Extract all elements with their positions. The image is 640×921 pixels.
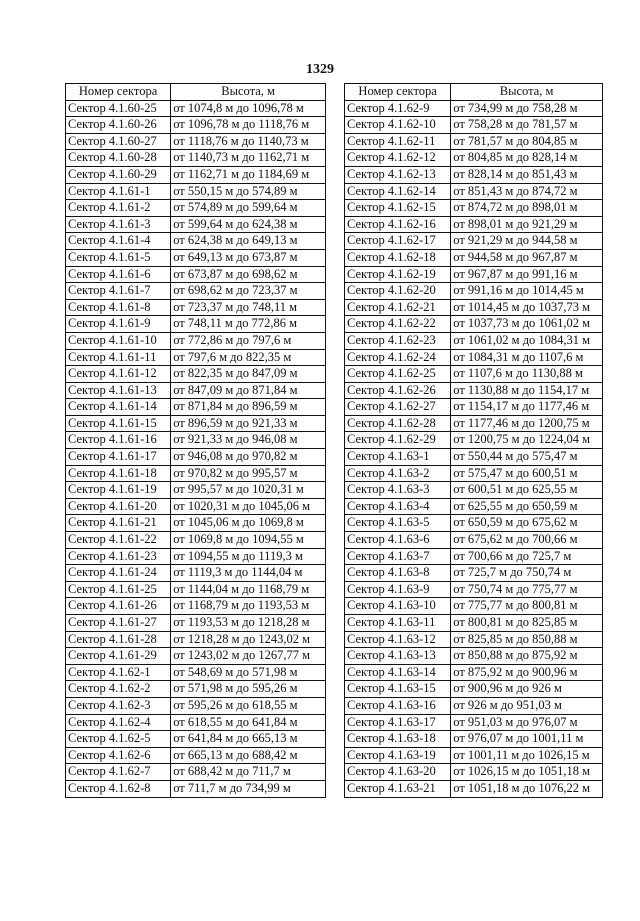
table-row: [345, 100, 603, 117]
table-row: [345, 349, 603, 366]
height-range-cell: от 548,69 м до 571,98 м: [171, 664, 326, 681]
table-row: [66, 648, 326, 665]
sector-name-cell: Сектор 4.1.61-1: [66, 183, 171, 200]
height-range-cell: от 600,51 м до 625,55 м: [451, 482, 603, 499]
table-row: [66, 150, 326, 167]
height-range-cell: от 967,87 м до 991,16 м: [451, 266, 603, 283]
sector-name-cell: Сектор 4.1.61-14: [66, 399, 171, 416]
table-row: [345, 150, 603, 167]
height-range-cell: от 1045,06 м до 1069,8 м: [171, 515, 326, 532]
sector-name-cell: Сектор 4.1.63-20: [345, 764, 451, 781]
table-row: [345, 233, 603, 250]
table-row: [66, 498, 326, 515]
height-range-cell: от 976,07 м до 1001,11 м: [451, 731, 603, 748]
sector-name-cell: Сектор 4.1.62-24: [345, 349, 451, 366]
height-range-cell: от 700,66 м до 725,7 м: [451, 548, 603, 565]
table-row: [66, 681, 326, 698]
sector-name-cell: Сектор 4.1.63-12: [345, 631, 451, 648]
table-row: [66, 631, 326, 648]
sector-name-cell: Сектор 4.1.61-16: [66, 432, 171, 449]
sector-name-cell: Сектор 4.1.62-13: [345, 166, 451, 183]
height-range-cell: от 650,59 м до 675,62 м: [451, 515, 603, 532]
sector-name-cell: Сектор 4.1.63-2: [345, 465, 451, 482]
height-range-cell: от 1243,02 м до 1267,77 м: [171, 648, 326, 665]
table-row: [66, 449, 326, 466]
table-row: [345, 200, 603, 217]
sector-name-cell: Сектор 4.1.62-5: [66, 731, 171, 748]
height-range-cell: от 921,29 м до 944,58 м: [451, 233, 603, 250]
sector-name-cell: Сектор 4.1.61-25: [66, 581, 171, 598]
table-row: [345, 266, 603, 283]
table-row: [345, 731, 603, 748]
table-row: [345, 249, 603, 266]
height-range-cell: от 1020,31 м до 1045,06 м: [171, 498, 326, 515]
height-range-cell: от 896,59 м до 921,33 м: [171, 415, 326, 432]
height-range-cell: от 758,28 м до 781,57 м: [451, 117, 603, 134]
height-range-cell: от 822,35 м до 847,09 м: [171, 366, 326, 383]
sector-name-cell: Сектор 4.1.62-22: [345, 316, 451, 333]
sector-name-cell: Сектор 4.1.62-10: [345, 117, 451, 134]
table-header-row: [66, 84, 326, 101]
sector-name-cell: Сектор 4.1.61-23: [66, 548, 171, 565]
height-range-cell: от 599,64 м до 624,38 м: [171, 216, 326, 233]
table-body: [345, 100, 603, 797]
height-range-cell: от 1014,45 м до 1037,73 м: [451, 299, 603, 316]
height-range-cell: от 649,13 м до 673,87 м: [171, 249, 326, 266]
sector-name-cell: Сектор 4.1.63-14: [345, 664, 451, 681]
sector-name-cell: Сектор 4.1.62-1: [66, 664, 171, 681]
sector-name-cell: Сектор 4.1.63-18: [345, 731, 451, 748]
table-body: [66, 100, 326, 797]
sector-name-cell: Сектор 4.1.63-16: [345, 697, 451, 714]
height-range-cell: от 772,86 м до 797,6 м: [171, 332, 326, 349]
sector-name-cell: Сектор 4.1.61-18: [66, 465, 171, 482]
height-range-cell: от 641,84 м до 665,13 м: [171, 731, 326, 748]
table-row: [345, 449, 603, 466]
table-row: [345, 498, 603, 515]
table-row: [345, 183, 603, 200]
sector-name-cell: Сектор 4.1.62-27: [345, 399, 451, 416]
table-row: [345, 615, 603, 632]
table-row: [345, 532, 603, 549]
table-row: [345, 117, 603, 134]
sector-name-cell: Сектор 4.1.60-26: [66, 117, 171, 134]
table-row: [66, 283, 326, 300]
height-range-cell: от 1140,73 м до 1162,71 м: [171, 150, 326, 167]
table-row: [66, 249, 326, 266]
height-range-cell: от 847,09 м до 871,84 м: [171, 382, 326, 399]
column-header-height: Высота, м: [171, 84, 326, 101]
table-row: [66, 432, 326, 449]
table-row: [66, 366, 326, 383]
height-range-cell: от 875,92 м до 900,96 м: [451, 664, 603, 681]
height-range-cell: от 825,85 м до 850,88 м: [451, 631, 603, 648]
height-range-cell: от 550,44 м до 575,47 м: [451, 449, 603, 466]
height-range-cell: от 673,87 м до 698,62 м: [171, 266, 326, 283]
table-row: [66, 548, 326, 565]
height-range-cell: от 1084,31 м до 1107,6 м: [451, 349, 603, 366]
table-row: [66, 183, 326, 200]
sector-name-cell: Сектор 4.1.62-23: [345, 332, 451, 349]
sector-name-cell: Сектор 4.1.62-6: [66, 747, 171, 764]
sector-name-cell: Сектор 4.1.61-12: [66, 366, 171, 383]
sector-name-cell: Сектор 4.1.61-28: [66, 631, 171, 648]
table-row: [345, 399, 603, 416]
sector-name-cell: Сектор 4.1.63-6: [345, 532, 451, 549]
height-range-cell: от 898,01 м до 921,29 м: [451, 216, 603, 233]
height-range-cell: от 775,77 м до 800,81 м: [451, 598, 603, 615]
table-row: [66, 299, 326, 316]
table-row: [66, 714, 326, 731]
table-header-row: [345, 84, 603, 101]
height-range-cell: от 1168,79 м до 1193,53 м: [171, 598, 326, 615]
sector-name-cell: Сектор 4.1.61-29: [66, 648, 171, 665]
sector-name-cell: Сектор 4.1.61-3: [66, 216, 171, 233]
height-range-cell: от 665,13 м до 688,42 м: [171, 747, 326, 764]
table-row: [345, 565, 603, 582]
height-range-cell: от 851,43 м до 874,72 м: [451, 183, 603, 200]
sector-name-cell: Сектор 4.1.62-15: [345, 200, 451, 217]
table-row: [345, 664, 603, 681]
table-row: [345, 133, 603, 150]
height-range-cell: от 748,11 м до 772,86 м: [171, 316, 326, 333]
height-range-cell: от 946,08 м до 970,82 м: [171, 449, 326, 466]
height-range-cell: от 1162,71 м до 1184,69 м: [171, 166, 326, 183]
height-range-cell: от 1051,18 м до 1076,22 м: [451, 780, 603, 797]
table-row: [66, 133, 326, 150]
height-range-cell: от 828,14 м до 851,43 м: [451, 166, 603, 183]
table-row: [66, 382, 326, 399]
height-range-cell: от 550,15 м до 574,89 м: [171, 183, 326, 200]
sector-name-cell: Сектор 4.1.61-17: [66, 449, 171, 466]
table-row: [66, 731, 326, 748]
height-range-cell: от 926 м до 951,03 м: [451, 697, 603, 714]
sector-name-cell: Сектор 4.1.62-12: [345, 150, 451, 167]
sector-name-cell: Сектор 4.1.62-25: [345, 366, 451, 383]
sector-name-cell: Сектор 4.1.61-9: [66, 316, 171, 333]
sector-name-cell: Сектор 4.1.61-4: [66, 233, 171, 250]
height-range-cell: от 921,33 м до 946,08 м: [171, 432, 326, 449]
table-row: [66, 780, 326, 797]
height-range-cell: от 871,84 м до 896,59 м: [171, 399, 326, 416]
sector-name-cell: Сектор 4.1.63-3: [345, 482, 451, 499]
page-number: 1329: [306, 62, 334, 77]
table-row: [66, 316, 326, 333]
sector-name-cell: Сектор 4.1.63-13: [345, 648, 451, 665]
table-row: [66, 482, 326, 499]
table-row: [345, 382, 603, 399]
sector-name-cell: Сектор 4.1.63-5: [345, 515, 451, 532]
height-range-cell: от 723,37 м до 748,11 м: [171, 299, 326, 316]
sector-name-cell: Сектор 4.1.61-15: [66, 415, 171, 432]
sector-table-left: [65, 83, 326, 798]
table-row: [345, 482, 603, 499]
height-range-cell: от 800,81 м до 825,85 м: [451, 615, 603, 632]
height-range-cell: от 944,58 м до 967,87 м: [451, 249, 603, 266]
table-row: [345, 581, 603, 598]
height-range-cell: от 1193,53 м до 1218,28 м: [171, 615, 326, 632]
sector-name-cell: Сектор 4.1.61-6: [66, 266, 171, 283]
table-row: [66, 399, 326, 416]
sector-name-cell: Сектор 4.1.63-9: [345, 581, 451, 598]
sector-name-cell: Сектор 4.1.62-4: [66, 714, 171, 731]
table-row: [66, 764, 326, 781]
height-range-cell: от 970,82 м до 995,57 м: [171, 465, 326, 482]
table-row: [66, 581, 326, 598]
height-range-cell: от 1154,17 м до 1177,46 м: [451, 399, 603, 416]
sector-name-cell: Сектор 4.1.60-27: [66, 133, 171, 150]
height-range-cell: от 1177,46 м до 1200,75 м: [451, 415, 603, 432]
height-range-cell: от 1119,3 м до 1144,04 м: [171, 565, 326, 582]
column-header-sector: Номер сектора: [345, 84, 451, 101]
table-row: [345, 366, 603, 383]
height-range-cell: от 688,42 м до 711,7 м: [171, 764, 326, 781]
sector-name-cell: Сектор 4.1.62-18: [345, 249, 451, 266]
height-range-cell: от 1061,02 м до 1084,31 м: [451, 332, 603, 349]
sector-name-cell: Сектор 4.1.63-1: [345, 449, 451, 466]
height-range-cell: от 1107,6 м до 1130,88 м: [451, 366, 603, 383]
table-row: [66, 100, 326, 117]
height-range-cell: от 781,57 м до 804,85 м: [451, 133, 603, 150]
table-row: [345, 714, 603, 731]
height-range-cell: от 1200,75 м до 1224,04 м: [451, 432, 603, 449]
sector-name-cell: Сектор 4.1.63-7: [345, 548, 451, 565]
sector-name-cell: Сектор 4.1.60-29: [66, 166, 171, 183]
height-range-cell: от 750,74 м до 775,77 м: [451, 581, 603, 598]
height-range-cell: от 725,7 м до 750,74 м: [451, 565, 603, 582]
height-range-cell: от 1096,78 м до 1118,76 м: [171, 117, 326, 134]
table-row: [66, 200, 326, 217]
sector-name-cell: Сектор 4.1.61-7: [66, 283, 171, 300]
table-row: [66, 166, 326, 183]
table-row: [66, 349, 326, 366]
table-row: [345, 515, 603, 532]
sector-name-cell: Сектор 4.1.62-20: [345, 283, 451, 300]
sector-name-cell: Сектор 4.1.61-19: [66, 482, 171, 499]
table-row: [345, 432, 603, 449]
height-range-cell: от 595,26 м до 618,55 м: [171, 697, 326, 714]
sector-name-cell: Сектор 4.1.63-10: [345, 598, 451, 615]
sector-name-cell: Сектор 4.1.61-22: [66, 532, 171, 549]
table-row: [66, 747, 326, 764]
table-row: [345, 780, 603, 797]
table-row: [345, 216, 603, 233]
sector-name-cell: Сектор 4.1.63-17: [345, 714, 451, 731]
table-row: [66, 532, 326, 549]
sector-name-cell: Сектор 4.1.62-9: [345, 100, 451, 117]
height-range-cell: от 574,89 м до 599,64 м: [171, 200, 326, 217]
height-range-cell: от 850,88 м до 875,92 м: [451, 648, 603, 665]
sector-name-cell: Сектор 4.1.62-21: [345, 299, 451, 316]
sector-name-cell: Сектор 4.1.62-14: [345, 183, 451, 200]
sector-name-cell: Сектор 4.1.62-29: [345, 432, 451, 449]
sector-name-cell: Сектор 4.1.62-8: [66, 780, 171, 797]
table-row: [345, 299, 603, 316]
height-range-cell: от 804,85 м до 828,14 м: [451, 150, 603, 167]
sector-name-cell: Сектор 4.1.63-19: [345, 747, 451, 764]
height-range-cell: от 1026,15 м до 1051,18 м: [451, 764, 603, 781]
sector-name-cell: Сектор 4.1.63-8: [345, 565, 451, 582]
height-range-cell: от 698,62 м до 723,37 м: [171, 283, 326, 300]
height-range-cell: от 1094,55 м до 1119,3 м: [171, 548, 326, 565]
sector-name-cell: Сектор 4.1.62-3: [66, 697, 171, 714]
height-range-cell: от 1118,76 м до 1140,73 м: [171, 133, 326, 150]
height-range-cell: от 1037,73 м до 1061,02 м: [451, 316, 603, 333]
sector-name-cell: Сектор 4.1.61-2: [66, 200, 171, 217]
table-row: [345, 764, 603, 781]
sector-name-cell: Сектор 4.1.61-24: [66, 565, 171, 582]
sector-name-cell: Сектор 4.1.61-21: [66, 515, 171, 532]
sector-name-cell: Сектор 4.1.63-21: [345, 780, 451, 797]
table-row: [345, 747, 603, 764]
table-row: [66, 415, 326, 432]
height-range-cell: от 1074,8 м до 1096,78 м: [171, 100, 326, 117]
table-row: [345, 548, 603, 565]
table-row: [66, 565, 326, 582]
table-row: [345, 631, 603, 648]
sector-name-cell: Сектор 4.1.62-16: [345, 216, 451, 233]
table-row: [66, 465, 326, 482]
height-range-cell: от 1144,04 м до 1168,79 м: [171, 581, 326, 598]
column-header-height: Высота, м: [451, 84, 603, 101]
table-row: [345, 332, 603, 349]
table-row: [345, 681, 603, 698]
height-range-cell: от 951,03 м до 976,07 м: [451, 714, 603, 731]
height-range-cell: от 734,99 м до 758,28 м: [451, 100, 603, 117]
height-range-cell: от 797,6 м до 822,35 м: [171, 349, 326, 366]
height-range-cell: от 618,55 м до 641,84 м: [171, 714, 326, 731]
height-range-cell: от 1218,28 м до 1243,02 м: [171, 631, 326, 648]
sector-name-cell: Сектор 4.1.60-25: [66, 100, 171, 117]
table-row: [345, 316, 603, 333]
sector-name-cell: Сектор 4.1.61-5: [66, 249, 171, 266]
sector-name-cell: Сектор 4.1.61-26: [66, 598, 171, 615]
table-row: [66, 332, 326, 349]
height-range-cell: от 675,62 м до 700,66 м: [451, 532, 603, 549]
sector-name-cell: Сектор 4.1.62-19: [345, 266, 451, 283]
sector-name-cell: Сектор 4.1.62-28: [345, 415, 451, 432]
height-range-cell: от 571,98 м до 595,26 м: [171, 681, 326, 698]
sector-table-right: [344, 83, 603, 798]
sector-name-cell: Сектор 4.1.61-13: [66, 382, 171, 399]
sector-name-cell: Сектор 4.1.63-4: [345, 498, 451, 515]
table-row: [66, 615, 326, 632]
sector-name-cell: Сектор 4.1.61-27: [66, 615, 171, 632]
height-range-cell: от 1001,11 м до 1026,15 м: [451, 747, 603, 764]
sector-name-cell: Сектор 4.1.62-11: [345, 133, 451, 150]
sector-name-cell: Сектор 4.1.60-28: [66, 150, 171, 167]
sector-name-cell: Сектор 4.1.61-8: [66, 299, 171, 316]
table-row: [66, 117, 326, 134]
table-row: [345, 415, 603, 432]
height-range-cell: от 874,72 м до 898,01 м: [451, 200, 603, 217]
height-range-cell: от 625,55 м до 650,59 м: [451, 498, 603, 515]
height-range-cell: от 624,38 м до 649,13 м: [171, 233, 326, 250]
sector-name-cell: Сектор 4.1.62-2: [66, 681, 171, 698]
table-row: [66, 664, 326, 681]
table-row: [66, 216, 326, 233]
table-row: [345, 648, 603, 665]
sector-name-cell: Сектор 4.1.62-17: [345, 233, 451, 250]
table-row: [345, 465, 603, 482]
table-row: [345, 697, 603, 714]
sector-name-cell: Сектор 4.1.61-20: [66, 498, 171, 515]
table-row: [345, 166, 603, 183]
height-range-cell: от 995,57 м до 1020,31 м: [171, 482, 326, 499]
column-header-sector: Номер сектора: [66, 84, 171, 101]
table-row: [66, 598, 326, 615]
sector-name-cell: Сектор 4.1.62-26: [345, 382, 451, 399]
height-range-cell: от 711,7 м до 734,99 м: [171, 780, 326, 797]
table-row: [66, 697, 326, 714]
height-range-cell: от 1130,88 м до 1154,17 м: [451, 382, 603, 399]
sector-name-cell: Сектор 4.1.61-10: [66, 332, 171, 349]
sector-name-cell: Сектор 4.1.63-15: [345, 681, 451, 698]
height-range-cell: от 575,47 м до 600,51 м: [451, 465, 603, 482]
table-row: [66, 233, 326, 250]
table-row: [345, 598, 603, 615]
sector-name-cell: Сектор 4.1.61-11: [66, 349, 171, 366]
table-row: [66, 266, 326, 283]
height-range-cell: от 900,96 м до 926 м: [451, 681, 603, 698]
height-range-cell: от 991,16 м до 1014,45 м: [451, 283, 603, 300]
table-row: [66, 515, 326, 532]
sector-name-cell: Сектор 4.1.63-11: [345, 615, 451, 632]
table-row: [345, 283, 603, 300]
height-range-cell: от 1069,8 м до 1094,55 м: [171, 532, 326, 549]
sector-name-cell: Сектор 4.1.62-7: [66, 764, 171, 781]
